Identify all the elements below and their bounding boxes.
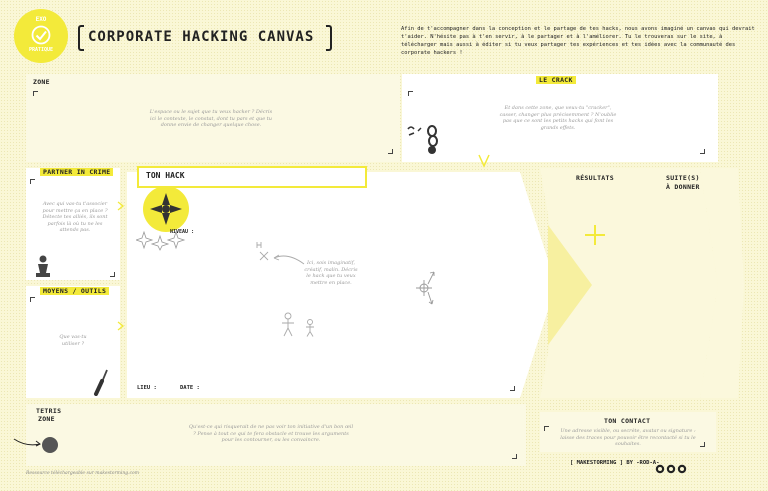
by-text: BY (626, 460, 633, 466)
suites-label: SUITE(S) À DONNER (666, 174, 700, 191)
logo-text-bottom: PRATIQUE (28, 47, 54, 53)
resultats-label: RÉSULTATS (576, 174, 614, 182)
moyens-hint: Que vas-tu utiliser ? (59, 334, 87, 347)
bracket-right: ] (619, 460, 623, 466)
target-arrows-icon (412, 264, 440, 310)
logo-text-top: EXO (35, 16, 47, 23)
cc-license-icons (655, 459, 687, 469)
bracket-left: [ (570, 460, 574, 466)
stick-figures-icon (278, 312, 322, 338)
lieu-label: LIEU : (137, 385, 157, 391)
ninja-star-badge (143, 186, 189, 232)
resultats-panel[interactable] (560, 168, 700, 398)
shuriken-icon (143, 186, 189, 232)
shuriken-outline-icon (136, 232, 152, 248)
corner-mark (510, 386, 515, 391)
niveau-stars[interactable] (136, 229, 186, 251)
sketch-arrow-icon (270, 252, 306, 268)
shuriken-outline-icon (152, 236, 168, 250)
moyens-label: MOYENS / OUTILS (40, 287, 109, 295)
shuriken-outline-icon (168, 232, 184, 248)
tetris-label-2: ZONE (38, 415, 55, 423)
hack-hint: Ici, sois imaginatif, créatif, malin. Décris le hack que tu veux mettre en place. (304, 260, 358, 286)
brand-name: MAKESTORMING (576, 460, 617, 466)
cannonball-icon (12, 433, 60, 455)
intro-text: Afin de t'accompagner dans la conception et le partage de tes hacks, nous avons imaginé un canvas qui devrait t'aider. N'hésite pas à t'en servir, à le partager et à l'améliorer. Tu le trouveras sur le site, à télécharger mais aussi à éditer si tu veux partager tes expériences et tes idées avec la communauté des corporate hackers ! (401, 26, 755, 56)
crack-label: LE CRACK (536, 76, 576, 84)
footer-brand (570, 460, 659, 466)
author-name: -ROD-A- (636, 460, 660, 466)
resource-note: Ressource téléchargeable sur makestorming.com (26, 471, 140, 476)
tetris-hint: Qu'est-ce qui risquerait de ne pas voir ton initiative d'un bon œil ? Pense à tout ce qui te fera obstacle et trouve les arguments pour les contourner, ou les convaincre. (188, 424, 354, 443)
corner-mark (512, 454, 517, 459)
zone-hint: L'espace ou le sujet que tu veux hacker ? Décris ici le contexte, le constat, dont tu pars et que tu donne envie de changer quelque chose. (149, 109, 273, 128)
corner-mark (700, 442, 705, 447)
zone-label: ZONE (33, 78, 50, 86)
partner-hint: Avec qui vas-tu t'associer pour mettre ça en place ? Détecte tes alliés, ils sont parfois là où tu ne les attends pas. (42, 201, 108, 233)
page-title: CORPORATE HACKING CANVAS (88, 29, 315, 45)
crack-hint: Et dans cette zone, que veux-tu "cracker", casser, changer plus précisemment ? N'oublie pas que ce sont les petits hacks qui font les grands effets. (499, 105, 617, 131)
contact-hint: Une adresse visible, ou secrète, avatar ou signature : laisse des traces pour pouvoir être recontacté si tu le souhaites. (560, 428, 696, 447)
tetris-label-1: TETRIS (36, 407, 62, 415)
niveau-label: NIVEAU : (170, 229, 195, 235)
partner-label: PARTNER IN CRIME (40, 168, 113, 176)
corner-mark (544, 426, 549, 431)
hack-label: TON HACK (146, 171, 185, 180)
contact-label: TON CONTACT (604, 417, 651, 425)
plus-icon (584, 224, 606, 246)
date-label: DATE : (180, 385, 200, 391)
suites-panel[interactable] (704, 168, 742, 398)
